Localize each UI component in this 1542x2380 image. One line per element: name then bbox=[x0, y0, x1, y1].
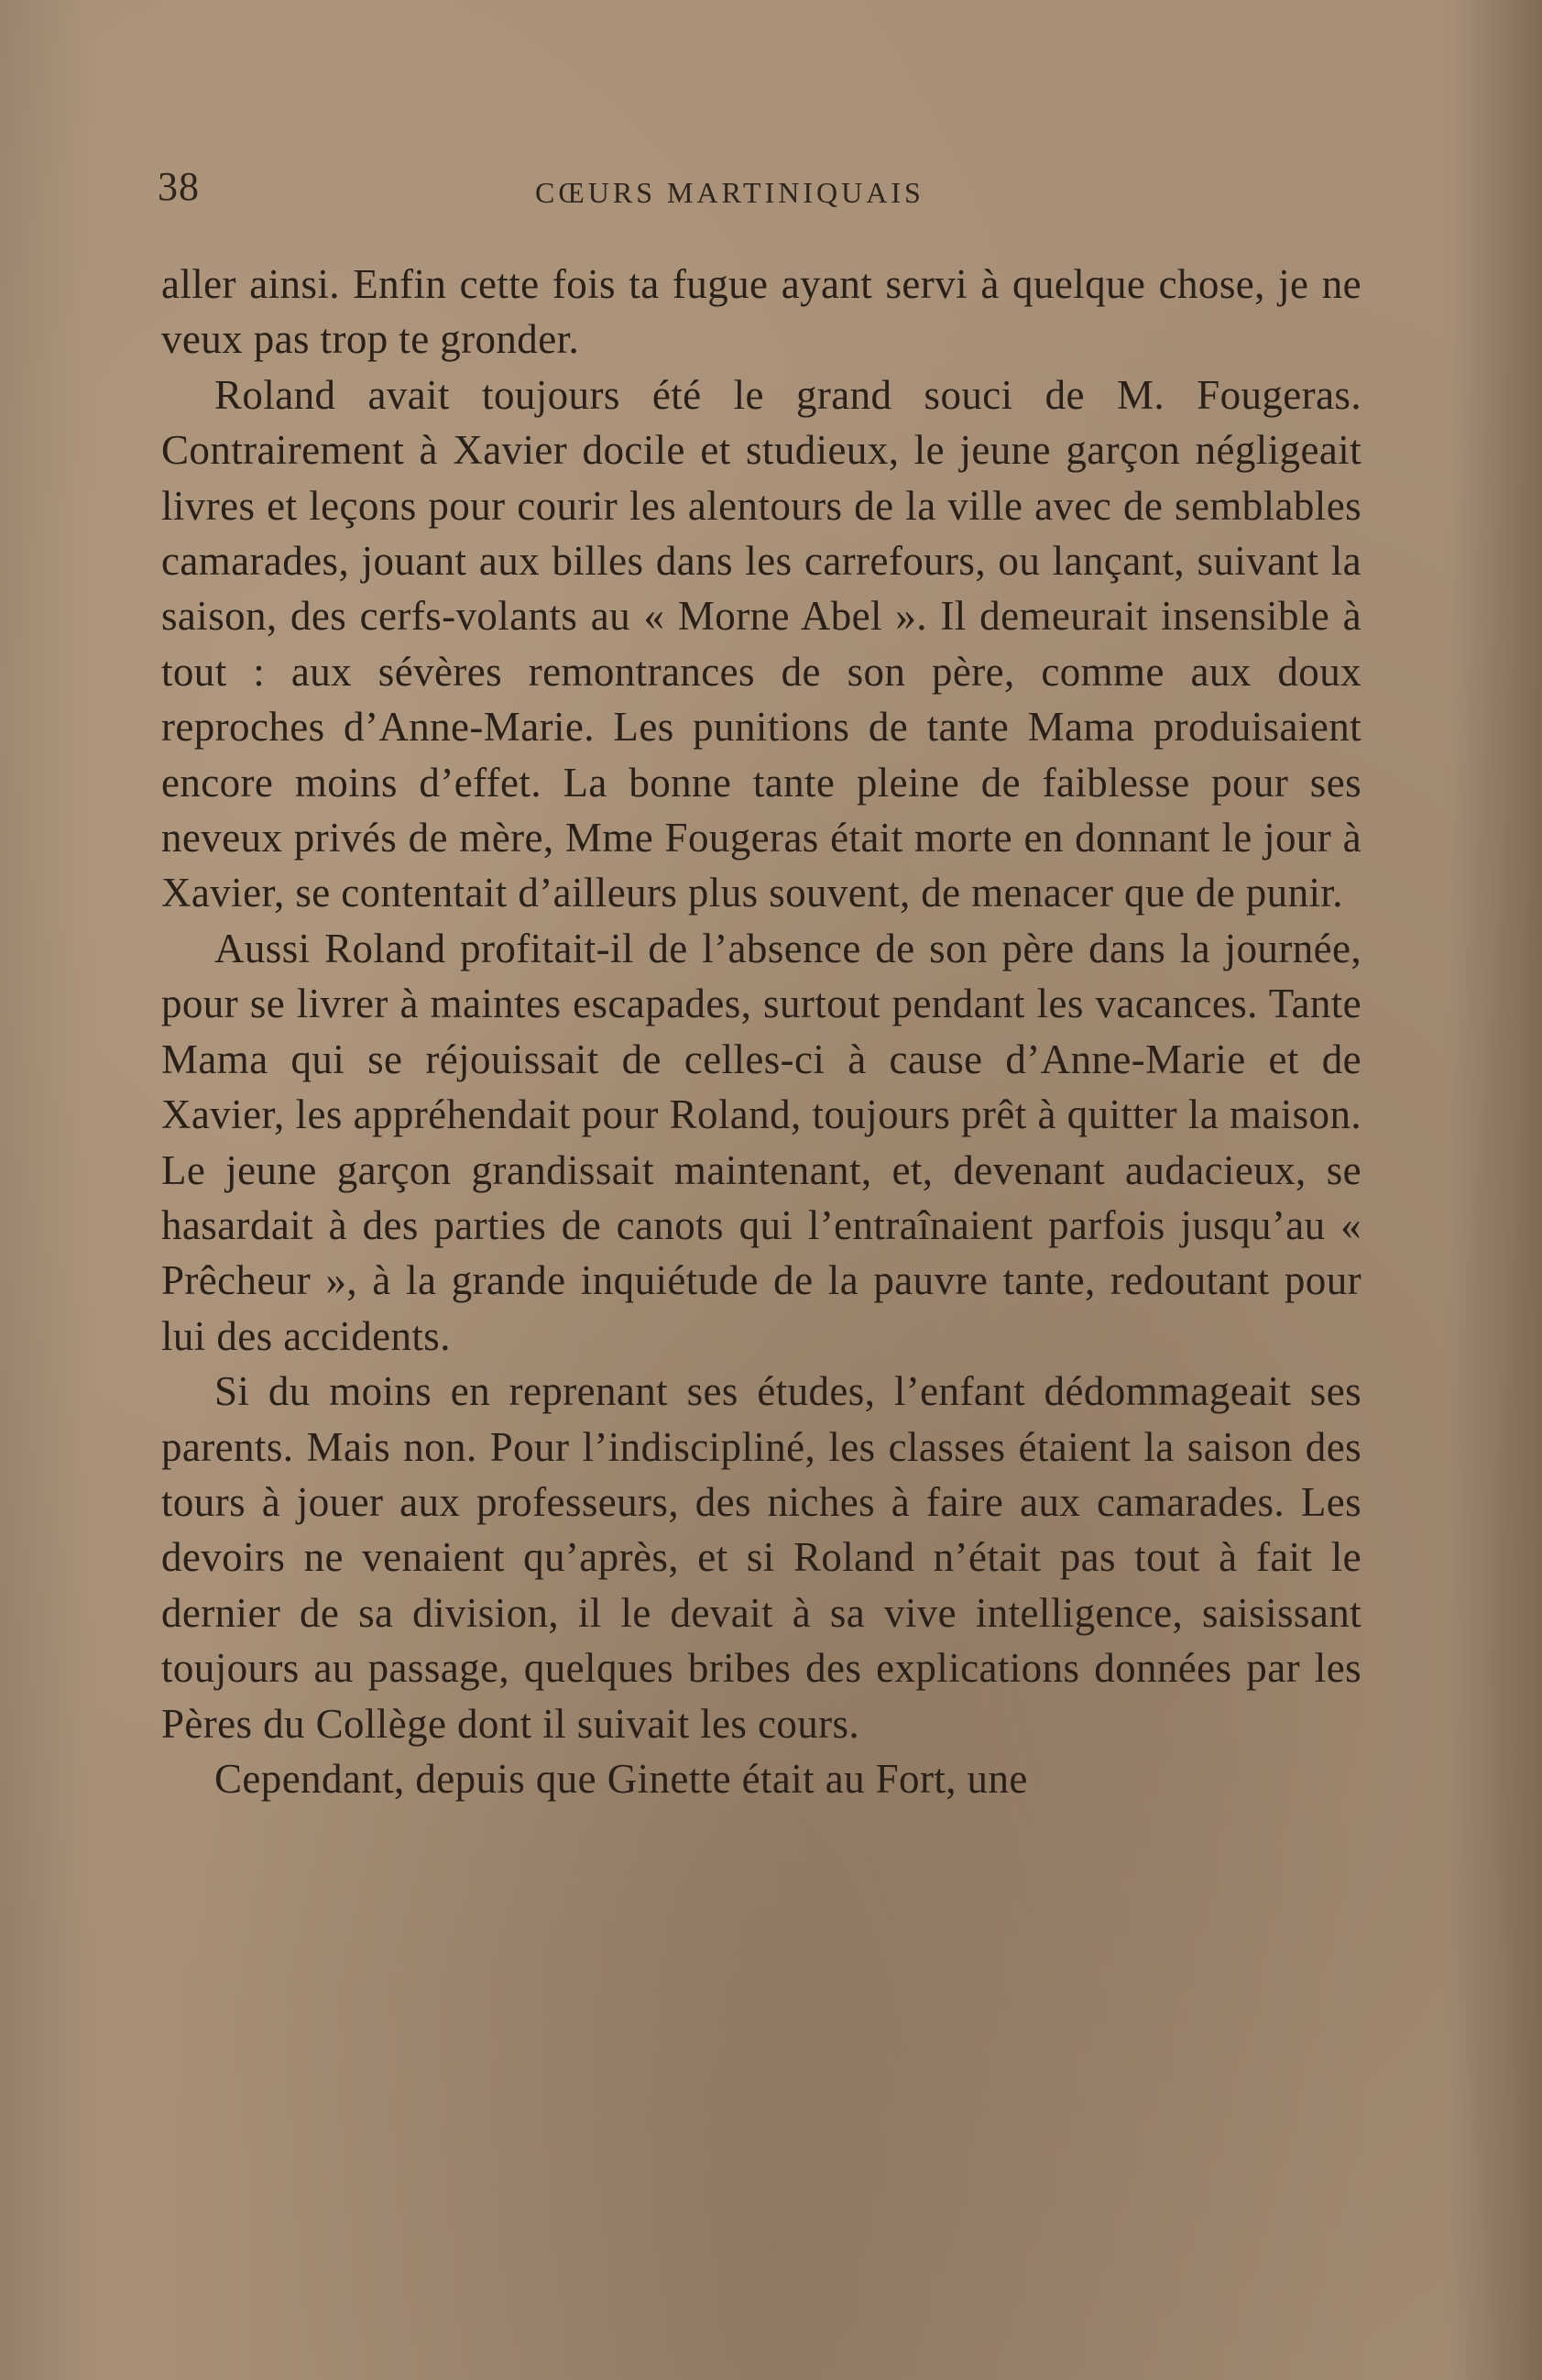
paragraph: Si du moins en reprenant ses études, l’enfant dédommageait ses parents. Mais non. Pour l’indiscipliné, les classes étaient la saison des tours à jouer aux professeurs, des niches à faire aux camarades. Les devoirs ne venaient qu’après, et si Roland n’était pas tout à fait le dernier de sa division, il le devait à sa vive intelligence, saisissant toujours au passage, quelques bribes des explications données par les Pères du Collège dont il suivait les cours. bbox=[161, 1368, 1362, 1747]
paragraph: Aussi Roland profitait-il de l’absence de son père dans la journée, pour se livrer à maintes escapades, surtout pendant les vacances. Tante Mama qui se réjouissait de celles-ci à cause d’Anne-Marie et de Xavier, les appréhendait pour Roland, toujours prêt à quitter la maison. Le jeune garçon grandissait maintenant, et, devenant audacieux, se hasardait à des parties de canots qui l’entraînaient parfois jusqu’au « Prêcheur », à la grande inquiétude de la pauvre tante, redoutant pour lui des accidents. bbox=[161, 925, 1362, 1359]
paragraph-last: Cependant, depuis que Ginette était au Fort, une bbox=[214, 1755, 1028, 1802]
book-title: CŒURS MARTINIQUAIS bbox=[535, 176, 924, 209]
paragraph: Roland avait toujours été le grand souci de M. Fougeras. Contrairement à Xavier docile et studieux, le jeune garçon négligeait livres et leçons pour courir les alentours de la ville avec de semblables camarades, jouant aux billes dans les carrefours, ou lançant, suivant la saison, des cerfs-volants au « Morne Abel ». Il demeurait insensible à tout : aux sévères remontrances de son père, comme aux doux reproches d’Anne-Marie. Les punitions de tante Mama produisaient encore moins d’effet. La bonne tante pleine de faiblesse pour ses neveux privés de mère, Mme Fougeras était morte en donnant le jour à Xavier, se contentait d’ailleurs plus souvent, de menacer que de punir. bbox=[161, 371, 1362, 916]
body-text bbox=[161, 257, 1362, 1806]
paragraph-continued: aller ainsi. Enfin cette fois ta fugue ayant servi à quelque chose, je ne veux pas trop te gronder. bbox=[161, 261, 1362, 363]
page-number: 38 bbox=[158, 164, 200, 209]
running-head bbox=[158, 163, 1356, 218]
